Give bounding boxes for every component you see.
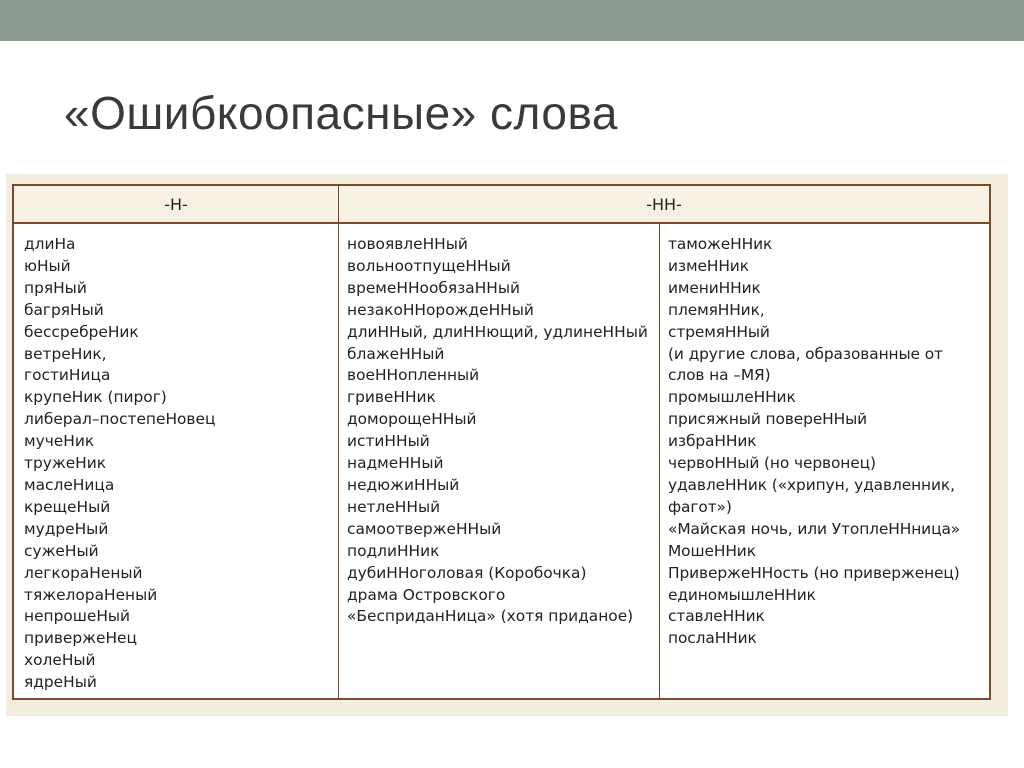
header-nn: -НН- [339, 186, 989, 224]
word-entry: воеННопленный [347, 366, 480, 385]
word-entry: ядреНый [24, 673, 97, 692]
word-entry: юНый [24, 256, 71, 275]
top-bar [0, 0, 1024, 41]
word-entry: гостиНица [24, 366, 111, 385]
word-entry: легкораНеный [24, 563, 143, 582]
word-entry: мудреНый [24, 519, 109, 538]
column-nn-1 [339, 224, 660, 698]
word-entry: тяжелораНеный [24, 585, 158, 604]
word-entry: нетлеННый [347, 497, 441, 516]
word-entry: слов на –МЯ) [668, 366, 771, 385]
word-entry: таможеННик [668, 235, 773, 253]
word-entry: МошеННик [668, 541, 756, 560]
word-entry: ветреНик, [24, 344, 107, 363]
column-n [14, 224, 339, 698]
word-entry: блажеННый [347, 344, 445, 363]
word-entry: ПривержеННость (но приверженец) [668, 563, 960, 582]
word-entry: единомышлеННик [668, 585, 816, 604]
slide-title: «Ошибкоопасные» слова [64, 87, 618, 139]
word-entry: непрошеНый [24, 607, 131, 626]
word-entry: избраННик [668, 432, 757, 451]
word-entry: бессребреНик [24, 322, 139, 341]
word-entry: привержеНец [24, 629, 137, 648]
word-entry: длиНа [24, 235, 76, 253]
word-entry: времеННообязаННый [347, 278, 521, 297]
word-entry: недюжиННый [347, 475, 460, 494]
word-entry: послаННик [668, 629, 757, 648]
word-entry: стремяННый [668, 322, 770, 341]
word-entry: червоННый (но червонец) [668, 454, 876, 473]
word-table [12, 184, 991, 700]
word-entry: удавлеННик («хрипун, удавленник, [668, 475, 955, 494]
word-entry: надмеННый [347, 454, 444, 473]
word-entry: племяННик, [668, 300, 765, 319]
word-entry: крещеНый [24, 497, 111, 516]
word-entry: холеНый [24, 651, 96, 670]
word-entry: присяжный повереННый [668, 410, 868, 429]
word-entry: имениННик [668, 278, 761, 297]
word-entry: мучеНик [24, 432, 95, 451]
word-entry: драма Островского [347, 585, 506, 604]
word-entry: «Майская ночь, или УтоплеННница» [668, 519, 961, 538]
word-entry: истиННый [347, 432, 430, 451]
word-entry: либерал–постепеНовец [24, 410, 216, 429]
word-entry: багряНый [24, 300, 104, 319]
word-entry: тружеНик [24, 454, 107, 473]
word-entry: фагот») [668, 497, 732, 516]
word-entry: подлиННик [347, 541, 440, 560]
word-entry: измеННик [668, 256, 749, 275]
word-entry: доморощеННый [347, 410, 477, 429]
header-n: -Н- [14, 186, 339, 224]
column-nn-2 [660, 224, 989, 698]
word-entry: длиННый, длиННющий, удлинеННый [347, 322, 648, 341]
word-entry: сужеНый [24, 541, 99, 560]
word-entry: пряНый [24, 278, 87, 297]
word-entry: крупеНик (пирог) [24, 388, 167, 407]
word-entry: дубиННоголовая (Коробочка) [347, 563, 587, 582]
word-entry: вольноотпущеННый [347, 256, 511, 275]
word-entry: ставлеННик [668, 607, 765, 626]
word-entry: «БесприданНица» (хотя приданое) [347, 607, 634, 626]
word-entry: самоотвержеННый [347, 519, 502, 538]
word-entry: маслеНица [24, 475, 115, 494]
word-entry: гривеННик [347, 388, 436, 407]
word-entry: промышлеННик [668, 388, 796, 407]
word-entry: новоявлеННый [347, 235, 468, 253]
word-entry: незакоННорождеННый [347, 300, 534, 319]
word-entry: (и другие слова, образованные от [668, 344, 943, 363]
